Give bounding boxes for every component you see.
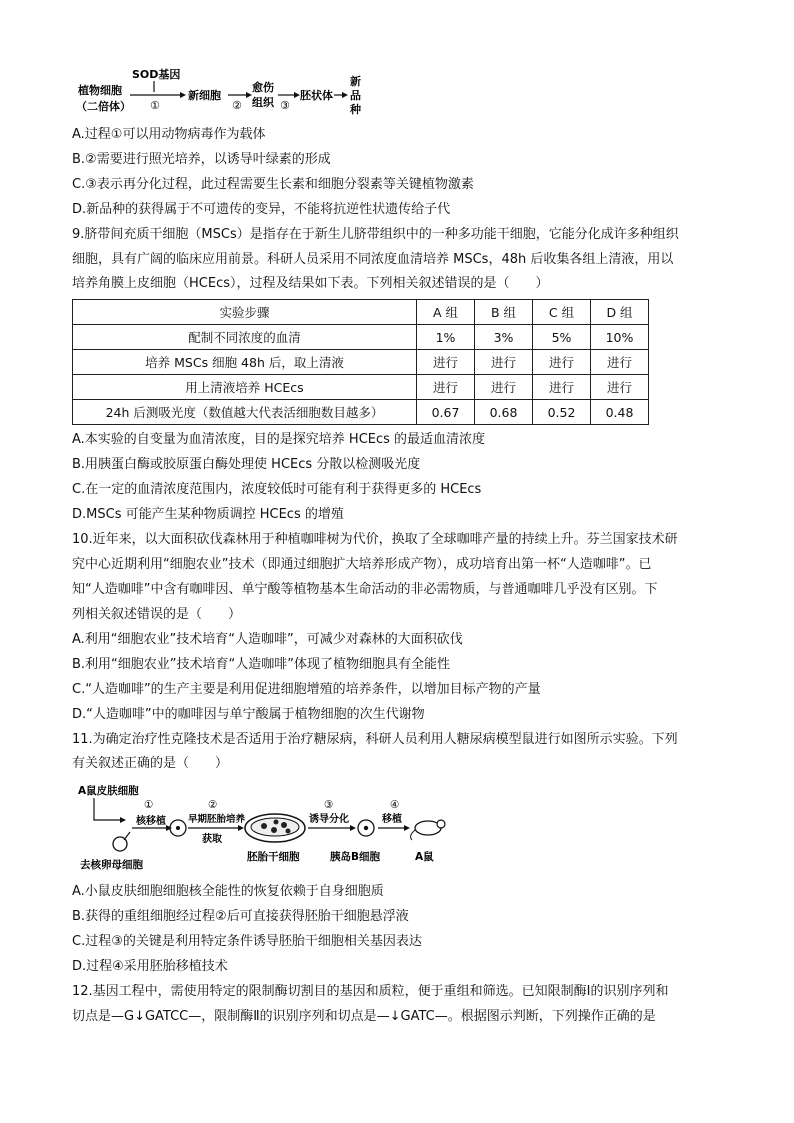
q11-option-b: B.获得的重组细胞经过程②后可直接获得胚胎干细胞悬浮液 [72,909,409,924]
table-cell: 24h 后测吸光度（数值越大代表活细胞数目越多） [73,400,417,425]
induce-arrow-head [350,825,356,831]
table-header: B 组 [475,300,533,325]
callus-bottom-label: 组织 [252,96,274,109]
table-row [73,375,649,400]
skin-cell-to-nt-arrow [94,798,120,820]
table-cell: 5% [533,325,591,350]
es-cell-dot [274,820,279,825]
new-variety-char-3: 种 [350,103,361,116]
q9-option-b: B.用胰蛋白酶或胶原蛋白酶处理使 HCEcs 分散以检测吸光度 [72,457,421,472]
q11-option-d: D.过程④采用胚胎移植技术 [72,959,228,974]
arrow-4-head [342,92,348,98]
table-cell: 10% [591,325,649,350]
q8-option-c: C.③表示再分化过程，此过程需要生长素和细胞分裂素等关键植物激素 [72,177,474,192]
a-skin-cell-label: A鼠皮肤细胞 [78,785,139,797]
islet-b-cell-nucleus [364,826,368,830]
table-cell: 3% [475,325,533,350]
table-header: D 组 [591,300,649,325]
table-cell: 0.68 [475,400,533,425]
a-mouse-label: A鼠 [415,851,434,863]
table-cell: 进行 [591,375,649,400]
experiment-table [72,299,649,425]
plant-breeding-diagram [72,64,372,120]
table-cell: 进行 [591,350,649,375]
q10-stem-line-4: 列相关叙述错误的是（ ） [72,607,242,622]
table-cell: 0.67 [417,400,475,425]
reconstructed-cell-nucleus [176,826,180,830]
table-row [73,400,649,425]
embryoid-label: 胚状体 [300,89,333,102]
table-header: C 组 [533,300,591,325]
cloning-diagram [72,780,452,875]
q10-option-c: C.“人造咖啡”的生产主要是利用促进细胞增殖的培养条件，以增加目标产物的产量 [72,682,541,697]
q10-option-b: B.利用“细胞农业”技术培育“人造咖啡”体现了植物细胞具有全能性 [72,657,450,672]
transplant-arrow-head [404,825,410,831]
table-cell: 进行 [417,350,475,375]
q12-stem-line-2: 切点是—G↓GATCC—，限制酶Ⅱ的识别序列和切点是—↓GATC—。根据图示判断，下列操作正确的是 [72,1009,656,1024]
table-cell: 用上清液培养 HCEcs [73,375,417,400]
table-cell: 配制不同浓度的血清 [73,325,417,350]
new-variety-char-2: 品 [350,89,361,102]
q8-option-a: A.过程①可以用动物病毒作为载体 [72,127,266,142]
table-cell: 1% [417,325,475,350]
es-cell-dot [261,823,267,829]
table-cell: 进行 [533,350,591,375]
q9-option-a: A.本实验的自变量为血清浓度，目的是探究培养 HCEcs 的最适血清浓度 [72,432,486,447]
table-cell: 进行 [475,350,533,375]
table-header-row [73,300,649,325]
early-culture-arrow-head [238,825,244,831]
q10-option-d: D.“人造咖啡”中的咖啡因与单宁酸属于植物细胞的次生代谢物 [72,707,425,722]
table-cell: 培养 MSCs 细胞 48h 后，取上清液 [73,350,417,375]
q9-stem-line-1: 9.脐带间充质干细胞（MSCs）是指存在于新生儿脐带组织中的一种多功能干细胞，它能分化成许多种组织 [72,227,679,242]
mouse-icon [411,820,445,840]
step-1-label: ① [144,799,154,811]
table-cell: 进行 [475,375,533,400]
q11-option-c: C.过程③的关键是利用特定条件诱导胚胎干细胞相关基因表达 [72,934,422,949]
early-culture-label: 早期胚胎培养 [188,814,246,825]
induce-label: 诱导分化 [309,814,349,825]
q10-stem-line-3: 知“人造咖啡”中含有咖啡因、单宁酸等植物基本生命活动的非必需物质，与普通咖啡几乎没有区别。下 [72,582,658,597]
q9-option-d: D.MSCs 可能产生某种物质调控 HCEcs 的增殖 [72,507,344,522]
obtain-label: 获取 [202,834,222,845]
plant-cell-label: 植物细胞 [78,84,122,97]
q10-option-a: A.利用“细胞农业”技术培育“人造咖啡”，可减少对森林的大面积砍伐 [72,632,463,647]
nt-arrow-head [120,817,126,823]
nuclear-transfer-label: 核移植 [136,816,166,827]
new-cell-label: 新细胞 [188,89,221,102]
table-row [73,325,649,350]
arrow-1-head [180,92,186,98]
callus-top-label: 愈伤 [252,81,274,94]
table-row [73,350,649,375]
step-2-label: ② [208,799,218,811]
table-cell: 进行 [533,375,591,400]
q9-stem-line-3: 培养角膜上皮细胞（HCEcs），过程及结果如下表。下列相关叙述错误的是（ ） [72,276,549,291]
es-cell-dot [286,829,291,834]
q10-stem-line-1: 10.近年来，以大面积砍伐森林用于种植咖啡树为代价，换取了全球咖啡产量的持续上升。芬兰国家技术研 [72,532,678,547]
nuclear-transfer-arrow-head [166,825,172,831]
q9-option-c: C.在一定的血清浓度范围内，浓度较低时可能有利于获得更多的 HCEcs [72,482,482,497]
es-cell-dot [281,822,287,828]
oocyte-arrow [124,832,130,840]
islet-b-cell-label: 胰岛B细胞 [330,851,381,863]
q9-stem-line-2: 细胞，具有广阔的临床应用前景。科研人员采用不同浓度血清培养 MSCs，48h 后收集各组上清液，用以 [72,252,674,267]
plant-cell-note: （二倍体） [76,100,131,113]
step-2-label: ② [232,99,242,112]
q11-option-a: A.小鼠皮肤细胞细胞核全能性的恢复依赖于自身细胞质 [72,884,384,899]
step-3-label: ③ [324,799,334,811]
new-variety-char-1: 新 [350,75,361,88]
table-cell: 0.52 [533,400,591,425]
q10-stem-line-2: 究中心近期利用“细胞农业”技术（即通过细胞扩大培养形成产物），成功培育出第一杯“人造咖啡”。已 [72,557,652,572]
q8-option-d: D.新品种的获得属于不可遗传的变异，不能将抗逆性状遗传给子代 [72,202,451,217]
sod-gene-label: SOD基因 [132,68,181,81]
q12-stem-line-1: 12.基因工程中，需使用特定的限制酶切割目的基因和质粒，便于重组和筛选。已知限制酶Ⅰ的识别序列和 [72,984,669,999]
enucleated-oocyte-label: 去核卵母细胞 [80,859,143,871]
q8-option-b: B.②需要进行照光培养，以诱导叶绿素的形成 [72,152,331,167]
q11-stem-line-1: 11.为确定治疗性克隆技术是否适用于治疗糖尿病，科研人员利用人糖尿病模型鼠进行如图所示实验。下列 [72,732,678,747]
step-1-label: ① [150,99,160,112]
q11-stem-line-2: 有关叙述正确的是（ ） [72,756,229,771]
es-cell-dot [271,827,277,833]
table-cell: 0.48 [591,400,649,425]
transplant-label: 移植 [382,814,402,825]
es-cell-label: 胚胎干细胞 [247,851,300,863]
step-4-label: ④ [390,799,400,811]
table-header: 实验步骤 [73,300,417,325]
step-3-label: ③ [280,99,290,112]
table-cell: 进行 [417,375,475,400]
table-header: A 组 [417,300,475,325]
